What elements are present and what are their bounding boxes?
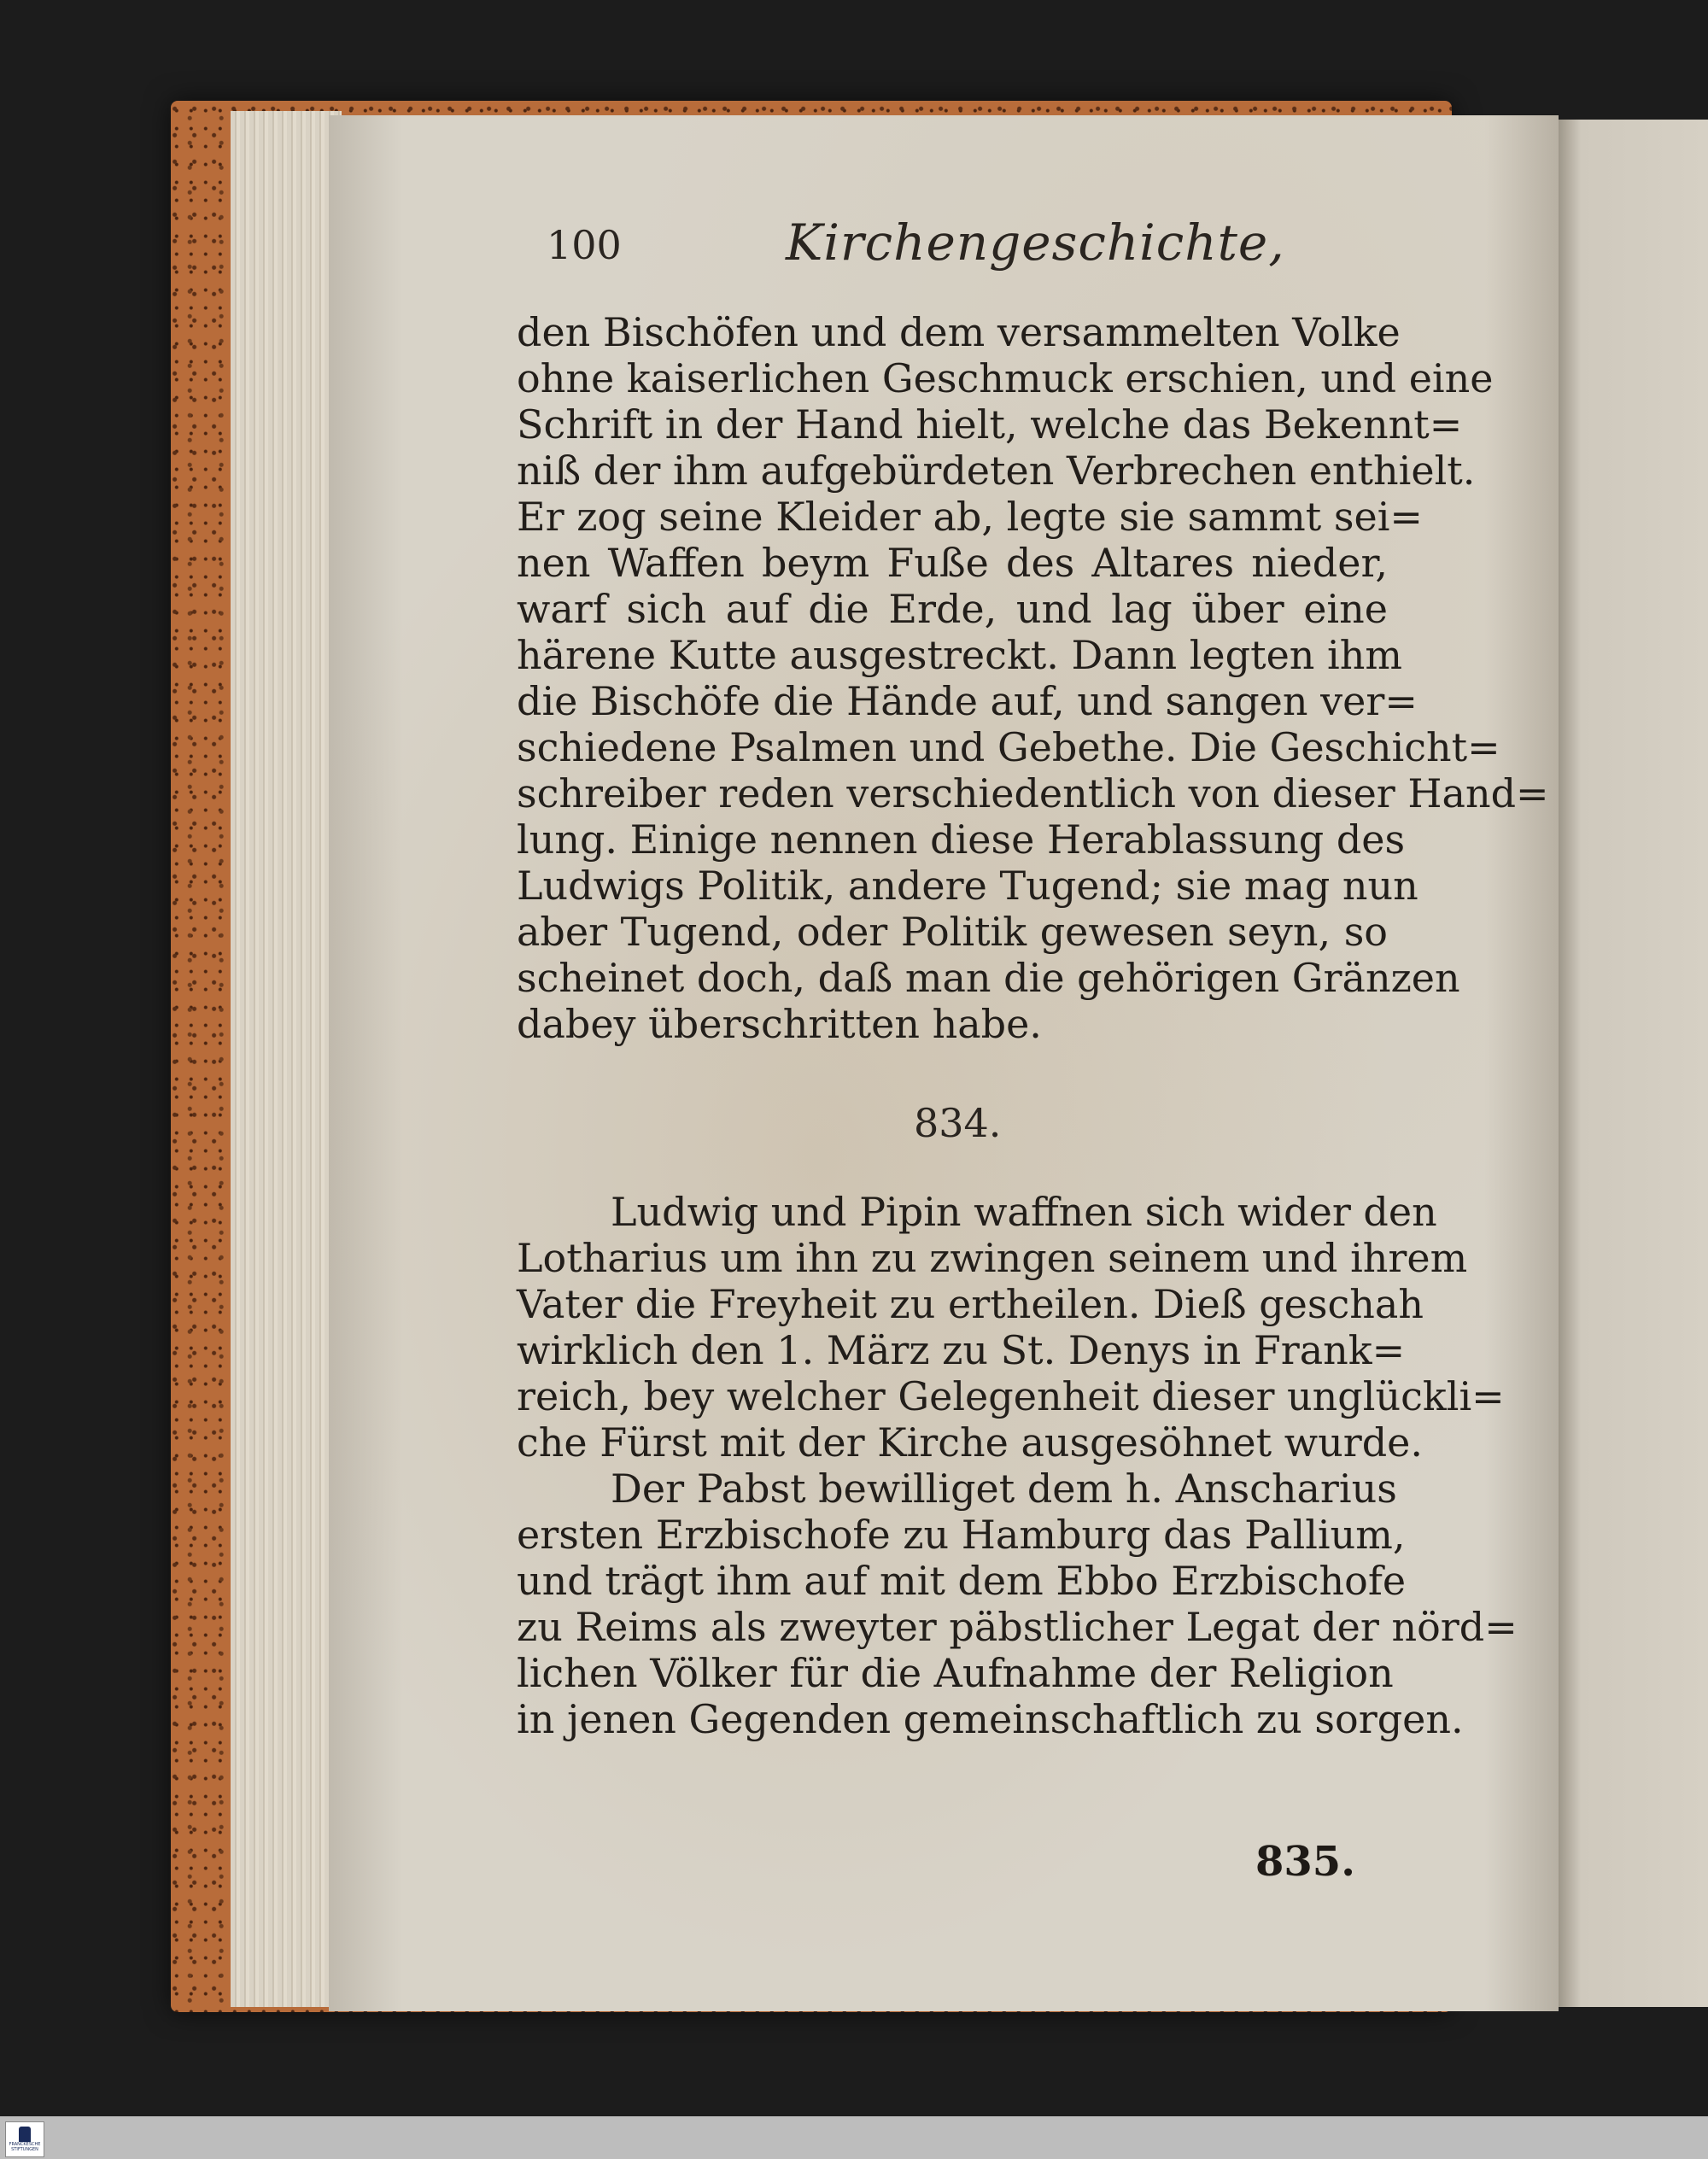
paragraph-1 — [517, 309, 1549, 1047]
page-edges — [231, 111, 342, 2007]
text-line: Ludwigs Politik, andere Tugend; sie mag nun — [517, 863, 1418, 909]
text-line: lung. Einige nennen diese Herablassung des — [517, 816, 1406, 863]
text-line: lichen Völker für die Aufnahme der Religion — [517, 1650, 1394, 1696]
paragraph-2 — [517, 1189, 1505, 1466]
text-line: reich, bey welcher Gelegenheit dieser unglückli= — [517, 1373, 1505, 1419]
text-line: dabey überschritten habe. — [517, 1001, 1042, 1047]
text-line: ersten Erzbischofe zu Hamburg das Pallium, — [517, 1512, 1406, 1558]
text-line: che Fürst mit der Kirche ausgesöhnet wurde. — [517, 1419, 1423, 1466]
page-header — [547, 214, 1401, 282]
page-number: 100 — [547, 222, 622, 268]
running-title: Kirchengeschichte, — [786, 214, 1285, 272]
text-line: scheinet doch, daß man die gehörigen Gränzen — [517, 955, 1460, 1001]
text-line: ohne kaiserlichen Geschmuck erschien, und eine — [517, 355, 1494, 401]
institution-logo[interactable] — [5, 2121, 44, 2157]
text-line: Vater die Freyheit zu ertheilen. Dieß geschah — [517, 1281, 1424, 1327]
building-icon — [19, 2127, 31, 2142]
text-line: den Bischöfen und dem versammelten Volke — [517, 309, 1401, 355]
text-line: Schrift in der Hand hielt, welche das Bekennt= — [517, 401, 1463, 448]
logo-text: FRANCKESCHE STIFTUNGEN — [9, 2142, 41, 2152]
text-line: Er zog seine Kleider ab, legte sie sammt sei= — [517, 494, 1423, 540]
paragraph-3 — [517, 1466, 1518, 1742]
catchword: 835. — [1255, 1838, 1355, 1886]
text-line: aber Tugend, oder Politik gewesen seyn, so — [517, 909, 1388, 955]
text-line: härene Kutte ausgestreckt. Dann legten ihm — [517, 632, 1402, 678]
text-line: und trägt ihm auf mit dem Ebbo Erzbischofe — [517, 1558, 1407, 1604]
text-line: zu Reims als zweyter päbstlicher Legat der nörd= — [517, 1604, 1518, 1650]
text-line: die Bischöfe die Hände auf, und sangen ver= — [517, 678, 1418, 724]
text-line: schiedene Psalmen und Gebethe. Die Geschicht= — [517, 724, 1500, 770]
text-line: warf sich auf die Erde, und lag über eine — [517, 586, 1388, 632]
viewer-footer-bar — [0, 2116, 1708, 2159]
text-line: niß der ihm aufgebürdeten Verbrechen enthielt. — [517, 448, 1476, 494]
text-line: nen Waffen beym Fuße des Altares nieder, — [517, 540, 1388, 586]
text-line: wirklich den 1. März zu St. Denys in Frank= — [517, 1327, 1406, 1373]
facing-page — [1559, 120, 1708, 2007]
text-line: Lotharius um ihn zu zwingen seinem und ihrem — [517, 1235, 1468, 1281]
text-line: Ludwig und Pipin waffnen sich wider den — [611, 1189, 1437, 1235]
text-line: Der Pabst bewilliget dem h. Anscharius — [611, 1466, 1397, 1512]
year-heading: 834. — [914, 1100, 1002, 1146]
text-line: schreiber reden verschiedentlich von dieser Hand= — [517, 770, 1549, 816]
text-line: in jenen Gegenden gemeinschaftlich zu sorgen. — [517, 1696, 1464, 1742]
